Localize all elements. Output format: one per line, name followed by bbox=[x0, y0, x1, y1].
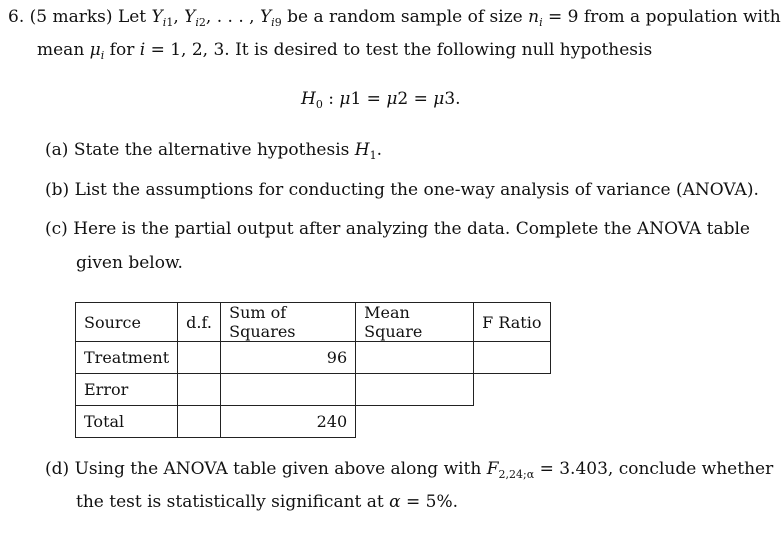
part-c-line1: Here is the partial output after analyzing the data. Complete the ANOVA table bbox=[73, 219, 750, 239]
part-d-line2-text: the test is statistically significant at bbox=[76, 492, 384, 512]
h0-symbol: H bbox=[301, 89, 316, 109]
part-a-label: (a) bbox=[45, 140, 69, 160]
row-empty bbox=[356, 406, 474, 438]
header-source: Source bbox=[76, 303, 178, 342]
question-number: 6. bbox=[8, 7, 25, 27]
part-a-end: . bbox=[376, 140, 383, 160]
row-ms bbox=[356, 342, 474, 374]
row-empty bbox=[474, 406, 551, 438]
part-a-text: State the alternative hypothesis bbox=[73, 140, 350, 160]
question-line-1: 6. (5 marks) Let $Y_{i1}$, $Y_{i2}$, . . . , $Y_{i9}$ be a random sample of size $n_i = 9$ from a population with bbox=[8, 7, 781, 29]
row-empty bbox=[474, 374, 551, 406]
row-source: Error bbox=[76, 374, 178, 406]
table-row bbox=[76, 406, 551, 438]
intro-be: be a random sample of size bbox=[287, 7, 523, 27]
intro-eq: = 9 from a population with bbox=[548, 7, 781, 27]
row-ss: 240 bbox=[221, 406, 356, 438]
h0-eq1: 1 = bbox=[350, 89, 387, 109]
null-hypothesis: $H_0$ : μ1 = μ2 = μ3. bbox=[301, 89, 461, 111]
row-df bbox=[178, 406, 221, 438]
part-d-line2 bbox=[76, 492, 458, 512]
mu-1: μ bbox=[339, 89, 351, 109]
question-line-2: mean $\mu_i$ for i = 1, 2, 3. It is desired to test the following null hypothesis bbox=[37, 40, 653, 62]
header-ss: Sum of Squares bbox=[221, 303, 356, 342]
table-row bbox=[76, 342, 551, 374]
h1-symbol: H bbox=[354, 140, 370, 160]
h0-colon: : bbox=[328, 89, 334, 109]
table-row bbox=[76, 374, 551, 406]
question-marks: (5 marks) bbox=[29, 7, 113, 27]
part-d-line1a: Using the ANOVA table given above along with bbox=[74, 459, 482, 479]
part-b-label: (b) bbox=[45, 180, 70, 200]
part-c-label: (c) bbox=[45, 219, 68, 239]
header-f: F Ratio bbox=[474, 303, 551, 342]
row-df bbox=[178, 374, 221, 406]
f-subscript: 2,24;α bbox=[498, 468, 535, 481]
header-ms: Mean Square bbox=[356, 303, 474, 342]
line2-mean: mean bbox=[37, 40, 85, 60]
h0-eq2: 2 = bbox=[397, 89, 434, 109]
row-f bbox=[474, 342, 551, 374]
row-ss bbox=[221, 374, 356, 406]
line2-rest: = 1, 2, 3. It is desired to test the following null hypothesis bbox=[150, 40, 653, 60]
line2-for: for bbox=[109, 40, 135, 60]
anova-table bbox=[75, 302, 551, 438]
header-df: d.f. bbox=[178, 303, 221, 342]
f-symbol: F bbox=[486, 459, 499, 479]
row-ss: 96 bbox=[221, 342, 356, 374]
part-c bbox=[45, 219, 750, 239]
part-b bbox=[45, 180, 759, 200]
table-header-row bbox=[76, 303, 551, 342]
part-d-label: (d) bbox=[45, 459, 70, 479]
part-b-text: List the assumptions for conducting the one-way analysis of variance (ANOVA). bbox=[74, 180, 759, 200]
row-ms bbox=[356, 374, 474, 406]
h0-subscript: 0 bbox=[315, 98, 323, 111]
h0-eq3: 3. bbox=[444, 89, 461, 109]
row-source: Treatment bbox=[76, 342, 178, 374]
part-d-line2b: = 5%. bbox=[406, 492, 459, 512]
intro-let: Let bbox=[117, 7, 147, 27]
alpha-symbol: α bbox=[389, 492, 401, 512]
row-df bbox=[178, 342, 221, 374]
h1-subscript: 1 bbox=[369, 149, 377, 162]
row-source: Total bbox=[76, 406, 178, 438]
part-d-line1b: = 3.403, conclude whether bbox=[539, 459, 774, 479]
part-c-line2: given below. bbox=[76, 253, 183, 273]
part-a bbox=[45, 140, 382, 160]
part-d bbox=[45, 459, 773, 479]
